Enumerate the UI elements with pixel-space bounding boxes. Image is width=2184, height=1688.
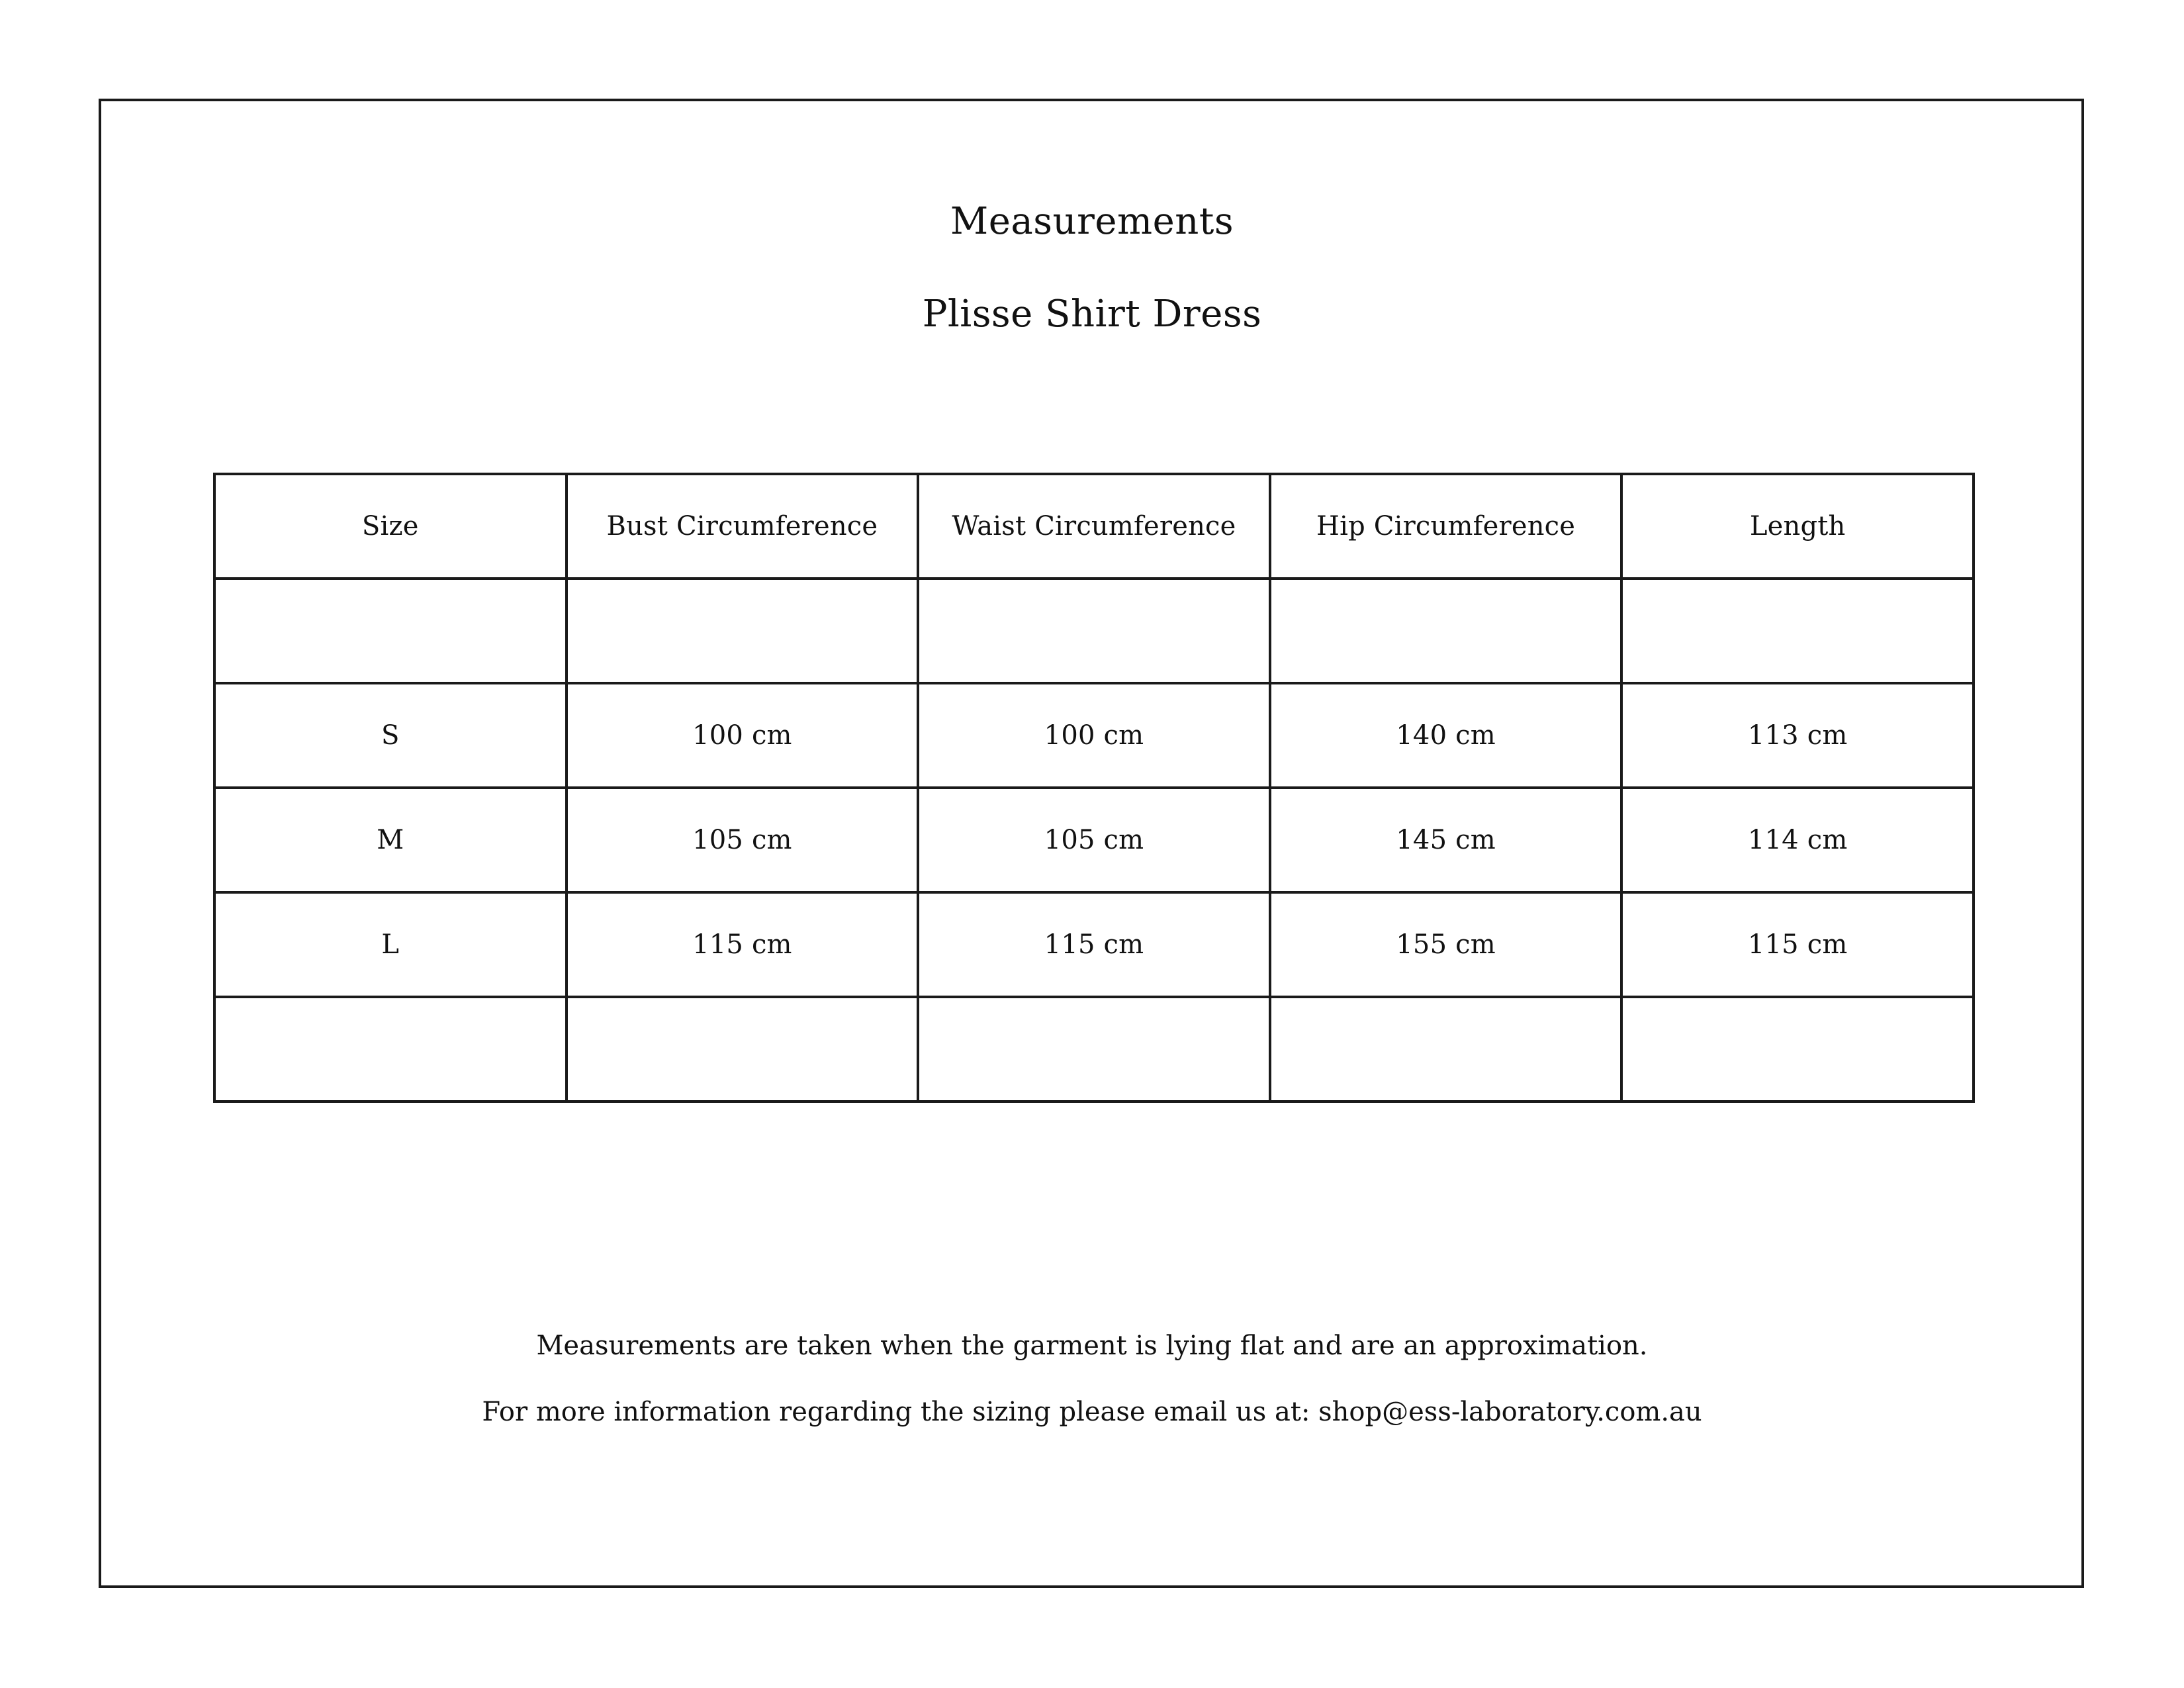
contact-note: For more information regarding the sizing please email us at: shop@ess-laboratory.com.au [482,1397,1702,1427]
table-cell [1270,579,1622,683]
size-chart-table [213,473,1975,1103]
header-waist: Waist Circumference [918,474,1270,579]
bust-value: 105 cm [567,788,919,892]
product-name: Plisse Shirt Dress [922,293,1262,336]
header-size: Size [214,474,567,579]
table-cell [214,579,567,683]
waist-value: 100 cm [918,683,1270,788]
table-row-size-s [214,683,1974,788]
waist-value: 105 cm [918,788,1270,892]
length-value: 115 cm [1621,892,1974,997]
header-length: Length [1621,474,1974,579]
size-label: L [214,892,567,997]
table-header-row [214,474,1974,579]
length-value: 113 cm [1621,683,1974,788]
size-label: S [214,683,567,788]
header-bust: Bust Circumference [567,474,919,579]
hip-value: 140 cm [1270,683,1622,788]
page-title: Measurements [950,200,1234,243]
waist-value: 115 cm [918,892,1270,997]
hip-value: 155 cm [1270,892,1622,997]
table-cell [1621,997,1974,1102]
table-cell [918,997,1270,1102]
table-cell [567,579,919,683]
length-value: 114 cm [1621,788,1974,892]
hip-value: 145 cm [1270,788,1622,892]
measurement-note: Measurements are taken when the garment is lying flat and are an approximation. [536,1331,1648,1361]
table-cell [918,579,1270,683]
size-label: M [214,788,567,892]
bust-value: 115 cm [567,892,919,997]
table-cell [1270,997,1622,1102]
table-cell [567,997,919,1102]
bust-value: 100 cm [567,683,919,788]
table-row-size-l [214,892,1974,997]
table-cell [214,997,567,1102]
table-row-size-m [214,788,1974,892]
table-cell [1621,579,1974,683]
table-row-empty-bottom [214,997,1974,1102]
table-row-empty-top [214,579,1974,683]
header-hip: Hip Circumference [1270,474,1622,579]
